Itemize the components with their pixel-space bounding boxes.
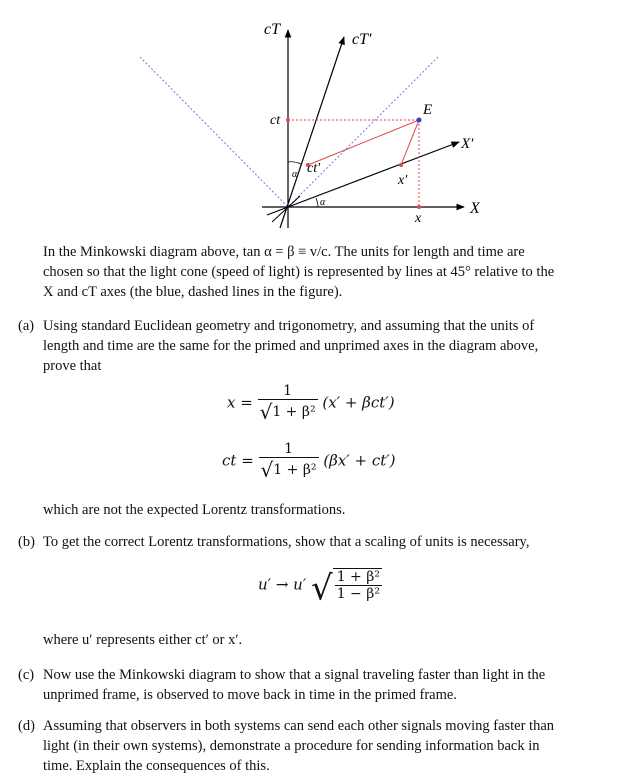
light-cone-left — [140, 57, 288, 207]
intro-paragraph — [43, 242, 633, 302]
part-a-after: which are not the expected Lorentz transformations. — [43, 502, 346, 518]
eq2-denominator-wrap — [259, 457, 319, 482]
label-X: X — [470, 200, 480, 217]
eq2-rhs: (βx′ + ct′) — [323, 451, 396, 470]
minkowski-diagram — [0, 0, 640, 232]
part-a-line-1: Using standard Euclidean geometry and trigonometry, and assuming that the units of — [43, 318, 535, 334]
part-a-tag: (a) — [18, 318, 35, 334]
eq1-lhs: x = — [227, 393, 253, 412]
eq2-denominator: 1 + β² — [273, 462, 317, 478]
part-c-line-1: Now use the Minkowski diagram to show that a signal traveling faster than light in the — [43, 667, 546, 683]
point-xprime — [399, 163, 403, 167]
part-d-tag: (d) — [18, 718, 35, 734]
equation-scaling — [258, 568, 382, 609]
part-b-line-1: To get the correct Lorentz transformations, show that a scaling of units is necessary, — [43, 534, 530, 550]
intro-line-3: X and cT axes (the blue, dashed lines in the figure). — [43, 284, 343, 300]
eq2-numerator: 1 — [284, 441, 293, 457]
part-d-line-2: light (in their own systems), demonstrate a procedure for sending information back in — [43, 738, 540, 754]
proj-E-to-ctprime — [308, 120, 419, 165]
part-a-line-2: length and time are the same for the primed and unprimed axes in the diagram above, — [43, 338, 539, 354]
alpha-arc-time — [288, 162, 301, 164]
part-b — [18, 532, 618, 552]
sqrt-symbol: √ — [259, 400, 273, 424]
event-E — [417, 118, 422, 123]
part-d-line-3: time. Explain the consequences of this. — [43, 758, 270, 774]
point-x — [417, 205, 421, 209]
part-c-line-2: unprimed frame, is observed to move back in time in the primed frame. — [43, 687, 457, 703]
label-ct: ct — [270, 113, 281, 128]
eq1-denominator-wrap — [258, 399, 318, 424]
eq1-rhs: (x′ + βct′) — [322, 393, 395, 412]
part-c-tag: (c) — [18, 667, 35, 683]
label-X-prime: X′ — [461, 136, 474, 152]
eq2-lhs: ct = — [222, 451, 254, 470]
eq1-denominator: 1 + β² — [272, 404, 316, 420]
sqrt-symbol: √ — [260, 458, 274, 482]
origin-tick — [272, 196, 300, 222]
point-ct — [286, 118, 290, 122]
part-b-tag: (b) — [18, 534, 35, 550]
alpha-arc-space — [316, 198, 318, 207]
eqb-fraction — [335, 569, 382, 602]
part-b-after: where u′ represents either ct′ or x′. — [43, 632, 243, 648]
part-c — [18, 665, 618, 705]
intro-line-2: chosen so that the light cone (speed of light) is represented by lines at 45° relative to the — [43, 264, 555, 280]
eqb-numerator: 1 + β² — [336, 569, 380, 585]
equation-x — [227, 383, 395, 424]
eq1-fraction — [258, 383, 318, 424]
part-a — [18, 316, 618, 376]
label-alpha-time: α — [292, 169, 298, 180]
intro-line-1: In the Minkowski diagram above, tan α = β ≡ v/c. The units for length and time are — [43, 244, 525, 260]
label-ct-prime: ct′ — [307, 161, 321, 176]
label-cT-prime: cT′ — [352, 31, 372, 48]
eq1-numerator: 1 — [283, 383, 293, 399]
eqb-denominator: 1 − β² — [336, 586, 380, 602]
label-x-prime: x′ — [398, 173, 408, 188]
equation-ct — [222, 441, 396, 482]
eqb-lhs: u′ → u′ — [258, 575, 307, 594]
label-E: E — [423, 102, 433, 118]
light-cone-right — [288, 57, 438, 207]
label-cT: cT — [264, 21, 280, 38]
label-x: x — [415, 211, 422, 226]
part-a-line-3: prove that — [43, 358, 102, 374]
cT-prime-axis — [280, 37, 344, 228]
eqb-sqrt — [333, 568, 382, 602]
part-d-line-1: Assuming that observers in both systems can send each other signals moving faster than — [43, 718, 555, 734]
sqrt-symbol: √ — [311, 568, 333, 609]
part-d — [18, 716, 618, 776]
label-alpha-space: α — [320, 197, 326, 208]
eq2-fraction — [259, 441, 319, 482]
